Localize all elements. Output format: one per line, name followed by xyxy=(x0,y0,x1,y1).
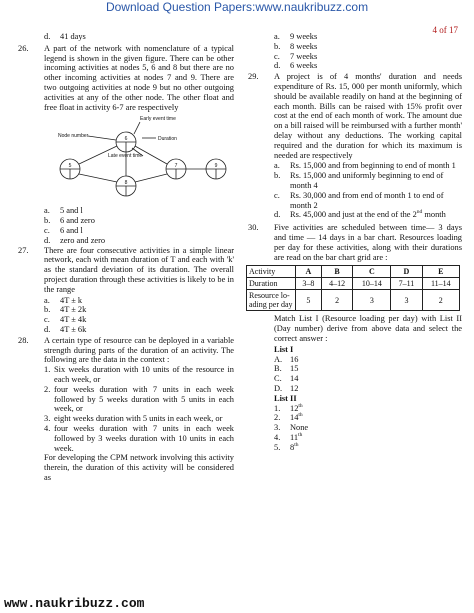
svg-text:9: 9 xyxy=(214,163,218,170)
question-text: A project is of 4 months' duration and needs expenditure of Rs. 15, 000 per month uniformly, which should be available readily on hand at the beginning of each month. Bills can be raised with 15% profit over cost at the end of each month of work. The amount due on a bill raised will be reimbursed with a further month' delay without any deductions. The working capital required and the duration for which its maximum is needed are respectively xyxy=(274,72,462,160)
condition-item: 3. eight weeks duration with 5 units in each week, or xyxy=(44,414,223,424)
legend-late-event: Late event time xyxy=(108,153,143,160)
table-row-duration: Duration 3–8 4–12 10–14 7–11 11–14 xyxy=(247,278,460,290)
svg-text:6: 6 xyxy=(124,136,128,143)
left-column xyxy=(18,32,234,484)
list-2-title: List II xyxy=(274,393,297,403)
right-column xyxy=(248,32,462,452)
question-number: 26. xyxy=(18,43,29,53)
question-28 xyxy=(18,336,234,483)
option-d[interactable]: d. 4T ± 6k xyxy=(44,324,87,334)
option-b[interactable]: b. 4T ± 2k xyxy=(44,305,87,315)
option-c[interactable]: c. Rs. 30,000 and from end of month 1 to end of month 2 xyxy=(274,190,444,210)
option-a[interactable]: a. Rs. 15,000 and from beginning to end of month 1 xyxy=(274,161,456,171)
question-30 xyxy=(248,223,462,262)
question-number: 28. xyxy=(18,335,29,345)
question-27 xyxy=(18,246,234,295)
svg-text:5: 5 xyxy=(68,163,72,170)
question-29-options xyxy=(248,161,462,220)
question-number: 27. xyxy=(18,245,29,255)
option-d[interactable]: d. 6 weeks xyxy=(274,61,318,71)
question-text: A part of the network with nomenclature of a typical legend is shown in the given figure. There can be other incoming activities at nodes 5, 6 and 8 but there are no other incoming activities at nodes 7 and 9. There are two outgoing activities at node 9 but no other outgoing activities at any of the other node. The other float and free float in activity 6-7 are respectively xyxy=(44,43,234,112)
option-b[interactable]: b. 8 weeks xyxy=(274,41,318,51)
table-header-row: Activity A B C D E xyxy=(247,266,460,278)
condition-item: 1. Six weeks duration with 10 units of the resource in each week, or xyxy=(44,365,234,384)
option-d[interactable]: d. zero and zero xyxy=(44,235,106,245)
condition-item: 4. four weeks duration with 7 units in each week followed by 3 weeks duration with 10 units in each week. xyxy=(44,423,234,453)
question-28-options xyxy=(248,32,462,71)
option-text: 41 days xyxy=(60,32,86,41)
list-2-item: 1. 12th xyxy=(274,402,303,413)
list-2-item: 5. 8th xyxy=(274,441,299,452)
option-d[interactable]: d. Rs. 45,000 and just at the end of the 2nd month xyxy=(274,209,446,220)
option-b[interactable]: b. Rs. 15,000 and uniformly beginning to end of month 4 xyxy=(274,171,444,190)
svg-text:8: 8 xyxy=(124,180,128,187)
list-1-item: A. 16 xyxy=(274,354,299,364)
option-a[interactable]: a. 5 and l xyxy=(44,206,83,216)
option-a[interactable]: a. 9 weeks xyxy=(274,32,318,41)
question-text: Five activities are scheduled between time— 3 days and time — 14 days in a bar chart. Resources loading per day for these activities, along with their durations are read on the bar chart grid are : xyxy=(274,223,462,262)
question-text: There are four consecutive activities in a simple linear network, each with mean duration of T and each with 'k' as the standard deviation of its duration. The overall project duration through these activities is likely to be in the range xyxy=(44,245,234,294)
legend-early-event: Early event time xyxy=(140,116,176,123)
list-1-item: B. 15 xyxy=(274,364,299,374)
match-section xyxy=(248,314,462,452)
resource-table xyxy=(246,265,460,311)
option-a[interactable]: a. 4T ± k xyxy=(44,295,83,305)
question-number: 29. xyxy=(248,72,259,82)
match-instruction: Match List I (Resource loading per day) with List II (Day number) derive from above data and select the correct answer : xyxy=(274,314,462,343)
network-figure xyxy=(48,114,238,204)
list-2-item: 4. 11th xyxy=(274,432,303,442)
question-26 xyxy=(18,44,234,113)
list-2-item: 2. 14th xyxy=(274,412,303,423)
footer-url[interactable]: www.naukribuzz.com xyxy=(4,596,145,611)
option-label: d. xyxy=(44,32,51,41)
download-banner[interactable]: Download Question Papers:www.naukribuzz.com xyxy=(105,0,369,14)
legend-node-number: Node number xyxy=(58,133,89,140)
question-26-options xyxy=(18,206,234,245)
list-1-title: List I xyxy=(274,344,294,354)
option-c[interactable]: c. 7 weeks xyxy=(274,51,318,61)
question-27-options xyxy=(18,296,234,335)
list-2-item: 3. None xyxy=(274,423,309,433)
list-1-item: D. 12 xyxy=(274,383,299,393)
svg-text:7: 7 xyxy=(174,163,178,170)
page-number: 4 of 17 xyxy=(432,25,458,35)
question-text: A certain type of resource can be deployed in a variable strength during parts of the duration of an activity. The following are the data in the context : xyxy=(44,335,234,365)
list-1-item: C. 14 xyxy=(274,374,299,384)
condition-item: 2. four weeks duration with 7 units in each week followed by 5 weeks duration with 5 units in each week, or xyxy=(44,384,234,414)
option-b[interactable]: b. 6 and zero xyxy=(44,216,95,226)
option-c[interactable]: c. 4T ± 4k xyxy=(44,315,87,325)
question-number: 30. xyxy=(248,223,259,233)
network-diagram xyxy=(48,114,238,204)
option-c[interactable]: c. 6 and l xyxy=(44,225,83,235)
legend-duration: Duration xyxy=(158,136,177,143)
question-29 xyxy=(248,72,462,160)
previous-question-option xyxy=(18,32,234,42)
question-closing-text: For developing the CPM network involving this activity therein, the duration of this activity will be considered as xyxy=(44,453,234,482)
table-row-resource: Resource lo-ading per day 5 2 3 3 2 xyxy=(247,290,460,311)
